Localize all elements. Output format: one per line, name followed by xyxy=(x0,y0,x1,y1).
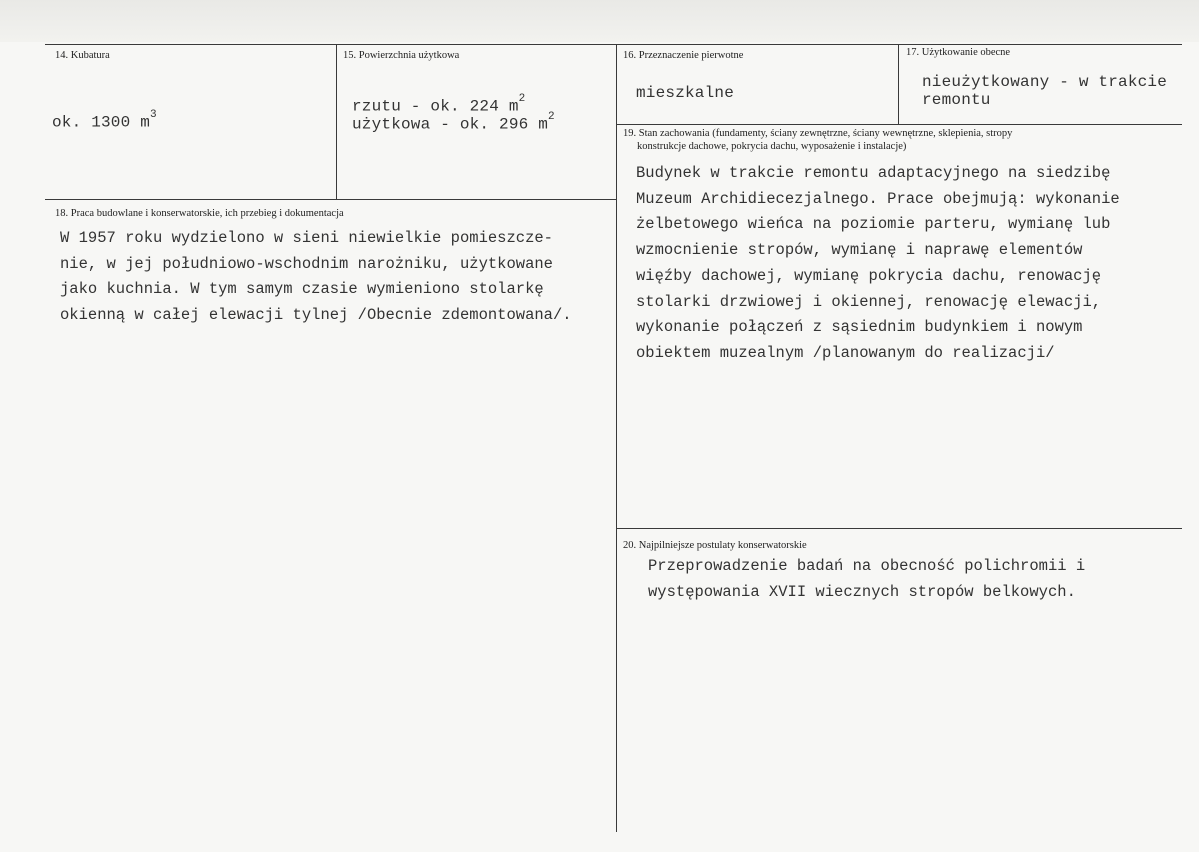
field-19-line-6: stolarki drzwiowej i okiennej, renowację elewacji, xyxy=(636,292,1102,311)
field-18-line-4: okienną w całej elewacji tylnej /Obecnie zdemontowana/. xyxy=(60,305,572,324)
main-center-divider xyxy=(616,44,617,832)
rule-under-14-15 xyxy=(45,199,617,200)
area-uzytkowa-exponent: 2 xyxy=(548,111,555,123)
divider-14-15 xyxy=(336,44,337,200)
field-20-line-2: występowania XVII wiecznych stropów belkowych. xyxy=(648,582,1076,601)
kubatura-exponent: 3 xyxy=(150,109,157,121)
field-16-label: 16. Przeznaczenie pierwotne xyxy=(623,50,744,61)
field-19-line-4: wzmocnienie stropów, wymianę i naprawę elementów xyxy=(636,241,1083,260)
field-19-line-2: Muzeum Archidiecezjalnego. Prace obejmują: wykonanie xyxy=(636,189,1120,208)
divider-16-17 xyxy=(898,44,899,124)
field-20-line-1: Przeprowadzenie badań na obecność polichromii i xyxy=(648,557,1086,575)
field-20-text xyxy=(648,554,1085,605)
field-19-text xyxy=(636,161,1120,367)
area-rzutu: rzutu - ok. 224 m xyxy=(352,97,519,116)
field-17-label: 17. Użytkowanie obecne xyxy=(906,47,1011,58)
scan-top-band xyxy=(0,0,1199,42)
rule-above-20 xyxy=(616,528,1182,529)
field-17-line-2: remontu xyxy=(922,91,991,109)
field-20-label: 20. Najpilniejsze postulaty konserwatorskie xyxy=(623,540,807,551)
top-rule xyxy=(45,44,1182,45)
field-19-line-7: wykonanie połączeń z sąsiednim budynkiem i nowym xyxy=(636,318,1083,337)
field-19-line-8: obiektem muzealnym /planowanym do realizacji/ xyxy=(636,343,1055,362)
field-18-line-3: jako kuchnia. W tym samym czasie wymieniono stolarkę xyxy=(60,280,544,298)
field-14-label: 14. Kubatura xyxy=(55,50,110,61)
field-18-line-2: nie, w jej południowo-wschodnim narożniku, użytkowane xyxy=(60,254,553,273)
field-19-line-1: Budynek w trakcie remontu adaptacyjnego na siedzibę xyxy=(636,164,1111,182)
field-19-label-line-2: konstrukcje dachowe, pokrycia dachu, wyposażenie i instalacje) xyxy=(637,141,907,152)
rule-under-16-17 xyxy=(616,124,1182,125)
area-uzytkowa: użytkowa - ok. 296 m xyxy=(352,115,549,134)
field-14-value xyxy=(52,109,157,132)
field-17-line-1: nieużytkowany - w trakcie xyxy=(922,73,1168,91)
kubatura-value: ok. 1300 m xyxy=(52,113,151,132)
field-15-label: 15. Powierzchnia użytkowa xyxy=(343,50,460,61)
field-16-value: mieszkalne xyxy=(636,84,735,102)
field-19-line-5: więźby dachowej, wymianę pokrycia dachu, renowację xyxy=(636,266,1102,285)
field-15-line-2 xyxy=(352,111,555,134)
field-18-line-1: W 1957 roku wydzielono w sieni niewielkie pomieszcze- xyxy=(60,229,553,247)
field-18-text xyxy=(60,226,572,328)
area-rzutu-exponent: 2 xyxy=(518,93,526,105)
field-19-line-3: żelbetowego wieńca na poziomie parteru, wymianę lub xyxy=(636,215,1111,234)
field-19-label-line-1: 19. Stan zachowania (fundamenty, ściany zewnętrzne, ściany wewnętrzne, sklepienia, stropy xyxy=(623,128,1013,139)
field-15-line-1 xyxy=(352,93,526,116)
field-18-label: 18. Praca budowlane i konserwatorskie, ich przebieg i dokumentacja xyxy=(55,208,344,219)
